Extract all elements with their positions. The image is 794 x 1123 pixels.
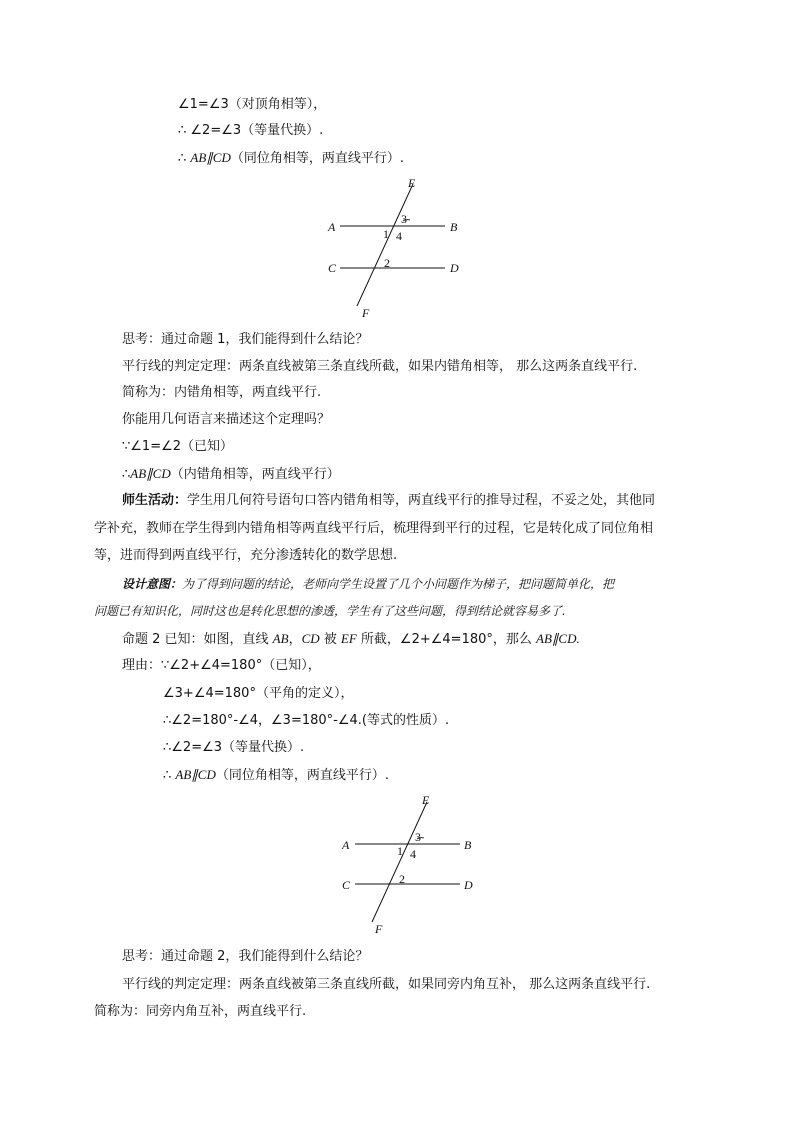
transversal-ef [357,184,413,306]
therefore-symbol: ∴ [163,768,176,783]
therefore-symbol: ∴ [122,467,131,482]
parallel-statement: AB∥CD [190,150,231,165]
angle-3-label: 3 [401,212,407,226]
design-label: 设计意图： [122,577,183,591]
prop2-text: 命题 2 已知：如图，直线 [122,632,273,647]
theorem-2-statement: 平行线的判定定理：两条直线被第三条直线所截，如果同旁内角互补， 那么这两条直线平行. [122,977,651,992]
parallel-lines-figure-2 [335,790,495,940]
think-question-1: 思考：通过命题 1，我们能得到什么结论？ [122,332,369,347]
reason: （内错角相等，两直线平行） [170,467,340,482]
therefore-line [122,465,340,484]
proposition-2 [122,630,580,649]
prop2-ab: AB [272,631,289,646]
proof-line-2: ∴ ∠2=∠3（等量代换）. [178,123,324,138]
label-a: A [328,220,336,234]
label-d: D [464,878,473,892]
label-c: C [342,878,351,892]
reason-line-4: ∴∠2=∠3（等量代换）. [163,740,305,755]
parallel-statement: AB∥CD [130,466,171,481]
proof-line-3 [178,149,404,168]
label-b: B [450,220,458,234]
prop2-conclusion: AB∥CD. [536,631,580,646]
label-c: C [328,261,337,275]
prop2-comma: ， [288,632,302,647]
label-e: E [422,793,430,807]
label-f: F [375,922,383,936]
theorem-2-short: 简称为：同旁内角互补，两直线平行. [94,1004,307,1019]
reason-line-1: 理由：∵∠2+∠4=180°（已知）， [122,658,321,673]
design-line-2: 问题已有知识化，同时这也是转化思想的渗透，学生有了这些问题，得到结论就容易多了. [94,604,566,618]
parallel-statement: AB∥CD [175,767,216,782]
therefore-symbol: ∴ [178,151,191,166]
think-question-2: 思考：通过命题 2，我们能得到什么结论？ [122,949,369,964]
angle-1-label: 1 [383,227,389,241]
activity-line-2: 学补充，教师在学生得到内错角相等两直线平行后，梳理得到平行的过程，它是转化成了同位角相 [94,521,654,536]
activity-text: 学生用几何符号语句口答内错角相等，两直线平行的推导过程，不妥之处，其他同 [187,493,656,508]
angle-4-label: 4 [410,847,416,861]
angle-2-label: 2 [384,256,390,270]
label-b: B [464,838,472,852]
theorem-1-short: 简称为：内错角相等，两直线平行. [122,385,322,400]
because-line: ∵∠1=∠2（已知） [122,439,234,454]
label-e: E [408,176,416,190]
reason: （同位角相等，两直线平行）. [230,151,404,166]
parallel-lines-figure-1 [320,172,480,322]
reason-line-5 [163,766,389,785]
activity-line-1 [122,492,655,510]
angle-4-label: 4 [396,229,402,243]
ask-line: 你能用几何语言来描述这个定理吗？ [122,412,331,427]
prop2-ef: EF [340,631,357,646]
prop2-cut: 所截，∠2+∠4=180°，那么 [356,632,537,647]
angle-2-label: 2 [399,872,405,886]
transversal-ef [372,802,427,922]
reason-line-3: ∴∠2=180°-∠4，∠3=180°-∠4.(等式的性质）. [163,713,450,728]
label-a: A [342,838,350,852]
angle-1-label: 1 [397,844,403,858]
angle-3-label: 3 [415,830,421,844]
activity-line-3: 等，进而得到两直线平行，充分渗透转化的数学思想. [94,548,398,563]
theorem-1-statement: 平行线的判定定理：两条直线被第三条直线所截，如果内错角相等， 那么这两条直线平行. [122,359,638,374]
design-text: 为了得到问题的结论，老师向学生设置了几个小问题作为梯子，把问题简单化，把 [182,577,615,591]
design-line-1 [122,575,614,593]
label-f: F [362,306,370,320]
reason: （同位角相等，两直线平行）. [215,768,389,783]
activity-label: 师生活动： [122,493,188,508]
prop2-by: 被 [319,632,341,647]
prop2-cd: CD [301,631,320,646]
proof-line-1: ∠1=∠3（对顶角相等）， [178,97,327,112]
reason-line-2: ∠3+∠4=180°（平角的定义）， [163,686,354,701]
label-d: D [450,261,459,275]
